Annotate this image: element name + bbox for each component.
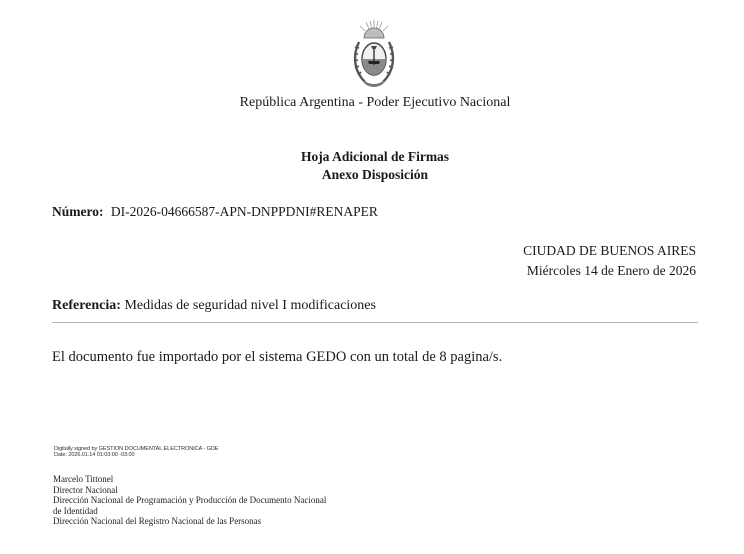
- document-place: CIUDAD DE BUENOS AIRES: [523, 243, 696, 258]
- digital-signature-date: Date: 2026.01.14 01:03:00 -03:00: [54, 452, 135, 459]
- document-title: Hoja Adicional de Firmas: [300, 149, 450, 164]
- document-date: Miércoles 14 de Enero de 2026: [526, 263, 696, 278]
- reference-label: Referencia:: [52, 298, 121, 313]
- section-divider: [52, 322, 698, 323]
- reference-value: Medidas de seguridad nivel I modificaciones: [124, 298, 376, 313]
- document-number-label: Número:: [52, 204, 104, 219]
- signer-office: Dirección Nacional de Programación y Producción de Documento Nacional: [53, 495, 327, 506]
- signer-block: [53, 474, 326, 527]
- document-reference: [52, 298, 376, 314]
- digital-signature-stamp: [54, 446, 218, 459]
- signer-name: Marcelo Tittonel: [53, 474, 114, 484]
- document-number: [52, 204, 378, 220]
- document-number-value: DI-2026-04666587-APN-DNPPDNI#RENAPER: [110, 204, 378, 219]
- signer-office-cont: de Identidad: [53, 505, 98, 516]
- signer-title: Director Nacional: [53, 484, 118, 495]
- digital-signature-by: Digitally signed by GESTION DOCUMENTAL ELECTRONICA - GDE: [54, 446, 219, 452]
- document-subtitle: Anexo Disposición: [321, 167, 429, 182]
- document-body: El documento fue importado por el sistema GEDO con un total de 8 pagina/s.: [52, 349, 503, 365]
- republic-heading: República Argentina - Poder Ejecutivo Nacional: [239, 95, 511, 110]
- argentina-coat-of-arms-icon: [349, 18, 399, 92]
- signer-agency: Dirección Nacional del Registro Nacional de las Personas: [53, 516, 262, 527]
